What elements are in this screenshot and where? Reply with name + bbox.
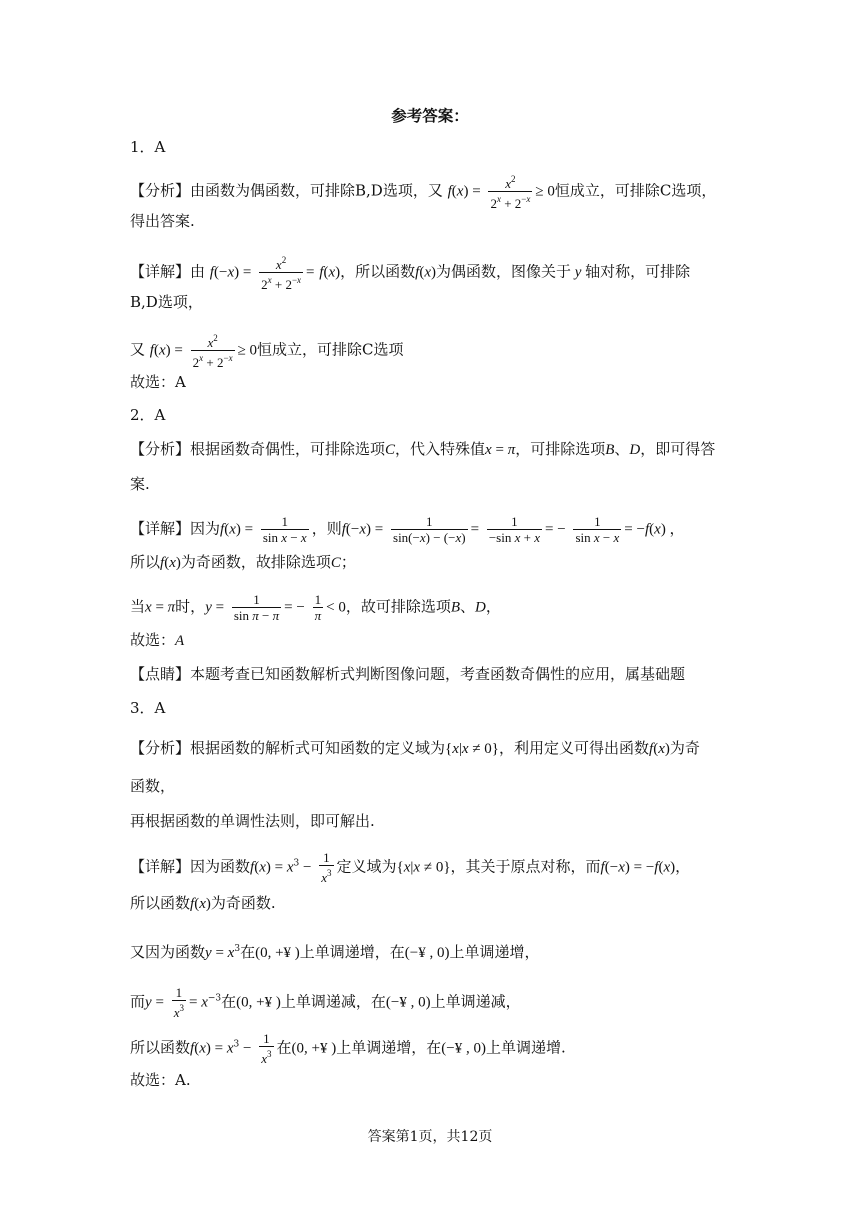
q2-choice-text: 故选： xyxy=(130,631,176,649)
fraction: $\frac{x^2}{2^x + 2^{-x}}$ xyxy=(261,255,302,292)
q3-detail-text: 【详解】因为函数 xyxy=(130,857,251,876)
q1-detail-cont: B,D选项， xyxy=(130,293,203,311)
q1-analysis-text: 【分析】由函数为偶函数，可排除B,D选项，又 xyxy=(130,181,443,200)
q3-final-text-4: 上单调递增. xyxy=(485,1038,566,1057)
fraction: $\frac{1}{\text{sin x − x}}$ xyxy=(575,514,620,545)
q2-when-text-2: 时， xyxy=(175,597,206,616)
page-title: 参考答案： xyxy=(391,106,469,125)
fraction: $\frac{1}{\text{−sin x + x}}$ xyxy=(488,514,541,545)
fraction: $\frac{1}{\text{sin x − x}}$ xyxy=(262,514,307,545)
q3-detail-text-4: ， xyxy=(675,857,691,876)
q3-decrease-text: 而 xyxy=(130,992,146,1011)
q2-when-text: 当 xyxy=(130,597,146,616)
q3-final: 所以函数$f(x) = x^3$ − $\frac{1}{x^3}$ 在(0, +¥ )上单调递增，在(−¥ , 0)上单调递增. xyxy=(130,1031,566,1066)
q2-so: 所以f(x)为奇函数，故排除选项C； xyxy=(130,553,356,571)
q1-detail: 【详解】由 f(−x) = $\frac{x^2}{2^x + 2^{-x}}$ = f(x)，所以函数f(x)为偶函数，图像关于 y 轴对称，可排除 xyxy=(130,255,691,292)
q2-analysis-text: 【分析】根据函数奇偶性，可排除选项 xyxy=(130,440,386,458)
q2-choice: 故选：A xyxy=(130,631,185,649)
q2-so-text: 所以 xyxy=(130,553,161,571)
q3-analysis-cont: 函数， xyxy=(130,777,176,795)
q2-detail-text: 【详解】因为 xyxy=(130,519,221,538)
q3-choice: 故选：A. xyxy=(130,1071,191,1089)
fraction: $\frac{1}{x^3}$ xyxy=(321,850,332,885)
q3-analysis: 【分析】根据函数的解析式可知函数的定义域为{x|x ≠ 0}，利用定义可得出函数f(x)为奇 xyxy=(130,739,700,757)
q1-detail-text-3: 为偶函数，图像关于 xyxy=(435,262,571,281)
q2-analysis-text-3: ，可排除选项 xyxy=(515,440,606,458)
q3-decrease-text-2: 在 xyxy=(221,992,237,1011)
fraction: $\frac{x^2}{2^x + 2^{-x}}$ xyxy=(192,333,233,370)
q3-detail-text-6: 为奇函数. xyxy=(210,894,276,912)
q3-analysis-text: 【分析】根据函数的解析式可知函数的定义域为 xyxy=(130,739,446,757)
q1-answer: 1．A xyxy=(130,138,166,156)
q1-analysis-cont: 得出答案. xyxy=(130,212,195,230)
q3-increase: 又因为函数$y = x^3$在(0, +¥ )上单调递增，在(−¥ , 0)上单调递增， xyxy=(130,943,540,961)
q3-answer: 3．A xyxy=(130,699,166,717)
q3-decrease: 而y = $\frac{1}{x^3}$ = $x^{-3}$在(0, +¥ )上单调递减，在(−¥ , 0)上单调递减， xyxy=(130,985,521,1020)
q1-again-text: 又 xyxy=(130,340,146,359)
q3-increase-text-2: 在 xyxy=(240,943,256,961)
q2-detail: 【详解】因为f(x) = $\frac{1}{\text{sin x − x}}$ ，则f(−x) = $\frac{1}{\sin(-x) - (-x)}$ = $\frac{1}{\text{−sin x + x}}$ = − $\frac{1}{\text{sin x − x}}$ = −f(x) ， xyxy=(130,514,685,545)
fraction: $\frac{1}{\pi}$ xyxy=(314,592,322,623)
q3-final-text-2: 在 xyxy=(276,1038,292,1057)
fraction: $\frac{1}{x^3}$ xyxy=(261,1031,272,1066)
q1-choice: 故选：A xyxy=(130,373,186,391)
q1-analysis: 【分析】由函数为偶函数，可排除B,D选项，又 f(x) = $\frac{x^2}{2^x + 2^{-x}}$ ≥ 0恒成立，可排除C选项， xyxy=(130,174,717,211)
q2-analysis-text-2: ，代入特殊值 xyxy=(395,440,486,458)
q3-final-text-3: 上单调递增，在 xyxy=(336,1038,442,1057)
q3-detail-text-2: 定义域为 xyxy=(336,857,397,876)
q3-detail-cont: 所以函数f(x)为奇函数. xyxy=(130,894,276,912)
q3-decrease-text-4: 上单调递减， xyxy=(430,992,521,1011)
q3-decrease-text-3: 上单调递减，在 xyxy=(280,992,386,1011)
q2-when-text-3: ，故可排除选项 xyxy=(345,597,451,616)
q2-when: 当x = π时，y = $\frac{1}{\text{sin π − π}}$ = − $\frac{1}{\pi}$ < 0，故可排除选项B、D， xyxy=(130,592,501,623)
q3-detail-text-5: 所以函数 xyxy=(130,894,191,912)
q3-increase-text-3: 上单调递增，在 xyxy=(299,943,405,961)
q3-final-text: 所以函数 xyxy=(130,1038,191,1057)
q2-answer: 2．A xyxy=(130,406,166,424)
q3-analysis-text-2: ，利用定义可得出函数 xyxy=(499,739,650,757)
q3-detail-text-3: ，其关于原点对称，而 xyxy=(450,857,601,876)
q2-analysis: 【分析】根据函数奇偶性，可排除选项C，代入特殊值x = π，可排除选项B、D，即可得答 xyxy=(130,440,716,458)
q1-detail-text-2: ，所以函数 xyxy=(340,262,416,281)
page-footer: 答案第1页，共12页 xyxy=(367,1129,493,1145)
q1-detail-text: 【详解】由 xyxy=(130,262,206,281)
fraction: $\frac{x^2}{2^x + 2^{-x}}$ xyxy=(490,174,531,211)
fraction: $\frac{1}{\sin(-x) - (-x)}$ xyxy=(393,514,466,545)
q3-analysis-cont-2: 再根据函数的单调性法则，即可解出. xyxy=(130,812,375,830)
q3-increase-text: 又因为函数 xyxy=(130,943,206,961)
q2-so-text-2: 为奇函数，故排除选项 xyxy=(180,553,331,571)
q1-again-text-2: 恒成立，可排除C选项 xyxy=(257,340,404,359)
fraction: $\frac{1}{\text{sin π − π}}$ xyxy=(233,592,280,623)
q3-increase-text-4: 上单调递增， xyxy=(449,943,540,961)
q2-analysis-text-4: ，即可得答 xyxy=(640,440,716,458)
q1-analysis-text-2: 恒成立，可排除C选项， xyxy=(554,181,717,200)
q3-analysis-text-3: 为奇 xyxy=(669,739,700,757)
q1-detail-text-4: 轴对称，可排除 xyxy=(585,262,691,281)
formula: f xyxy=(447,183,452,200)
q2-detail-text-2: ，则 xyxy=(311,519,342,538)
q2-analysis-cont: 案. xyxy=(130,475,150,493)
fraction: $\frac{1}{x^3}$ xyxy=(173,985,184,1020)
q2-comment: 【点睛】本题考查已知函数解析式判断图像问题，考查函数奇偶性的应用，属基础题 xyxy=(130,665,686,683)
q3-detail: 【详解】因为函数$f(x) = x^3$ − $\frac{1}{x^3}$ 定义域为{x|x ≠ 0}，其关于原点对称，而f(−x) = −f(x)， xyxy=(130,850,691,885)
q1-again: 又 f(x) = $\frac{x^2}{2^x + 2^{-x}}$ ≥ 0恒成立，可排除C选项 xyxy=(130,333,404,370)
